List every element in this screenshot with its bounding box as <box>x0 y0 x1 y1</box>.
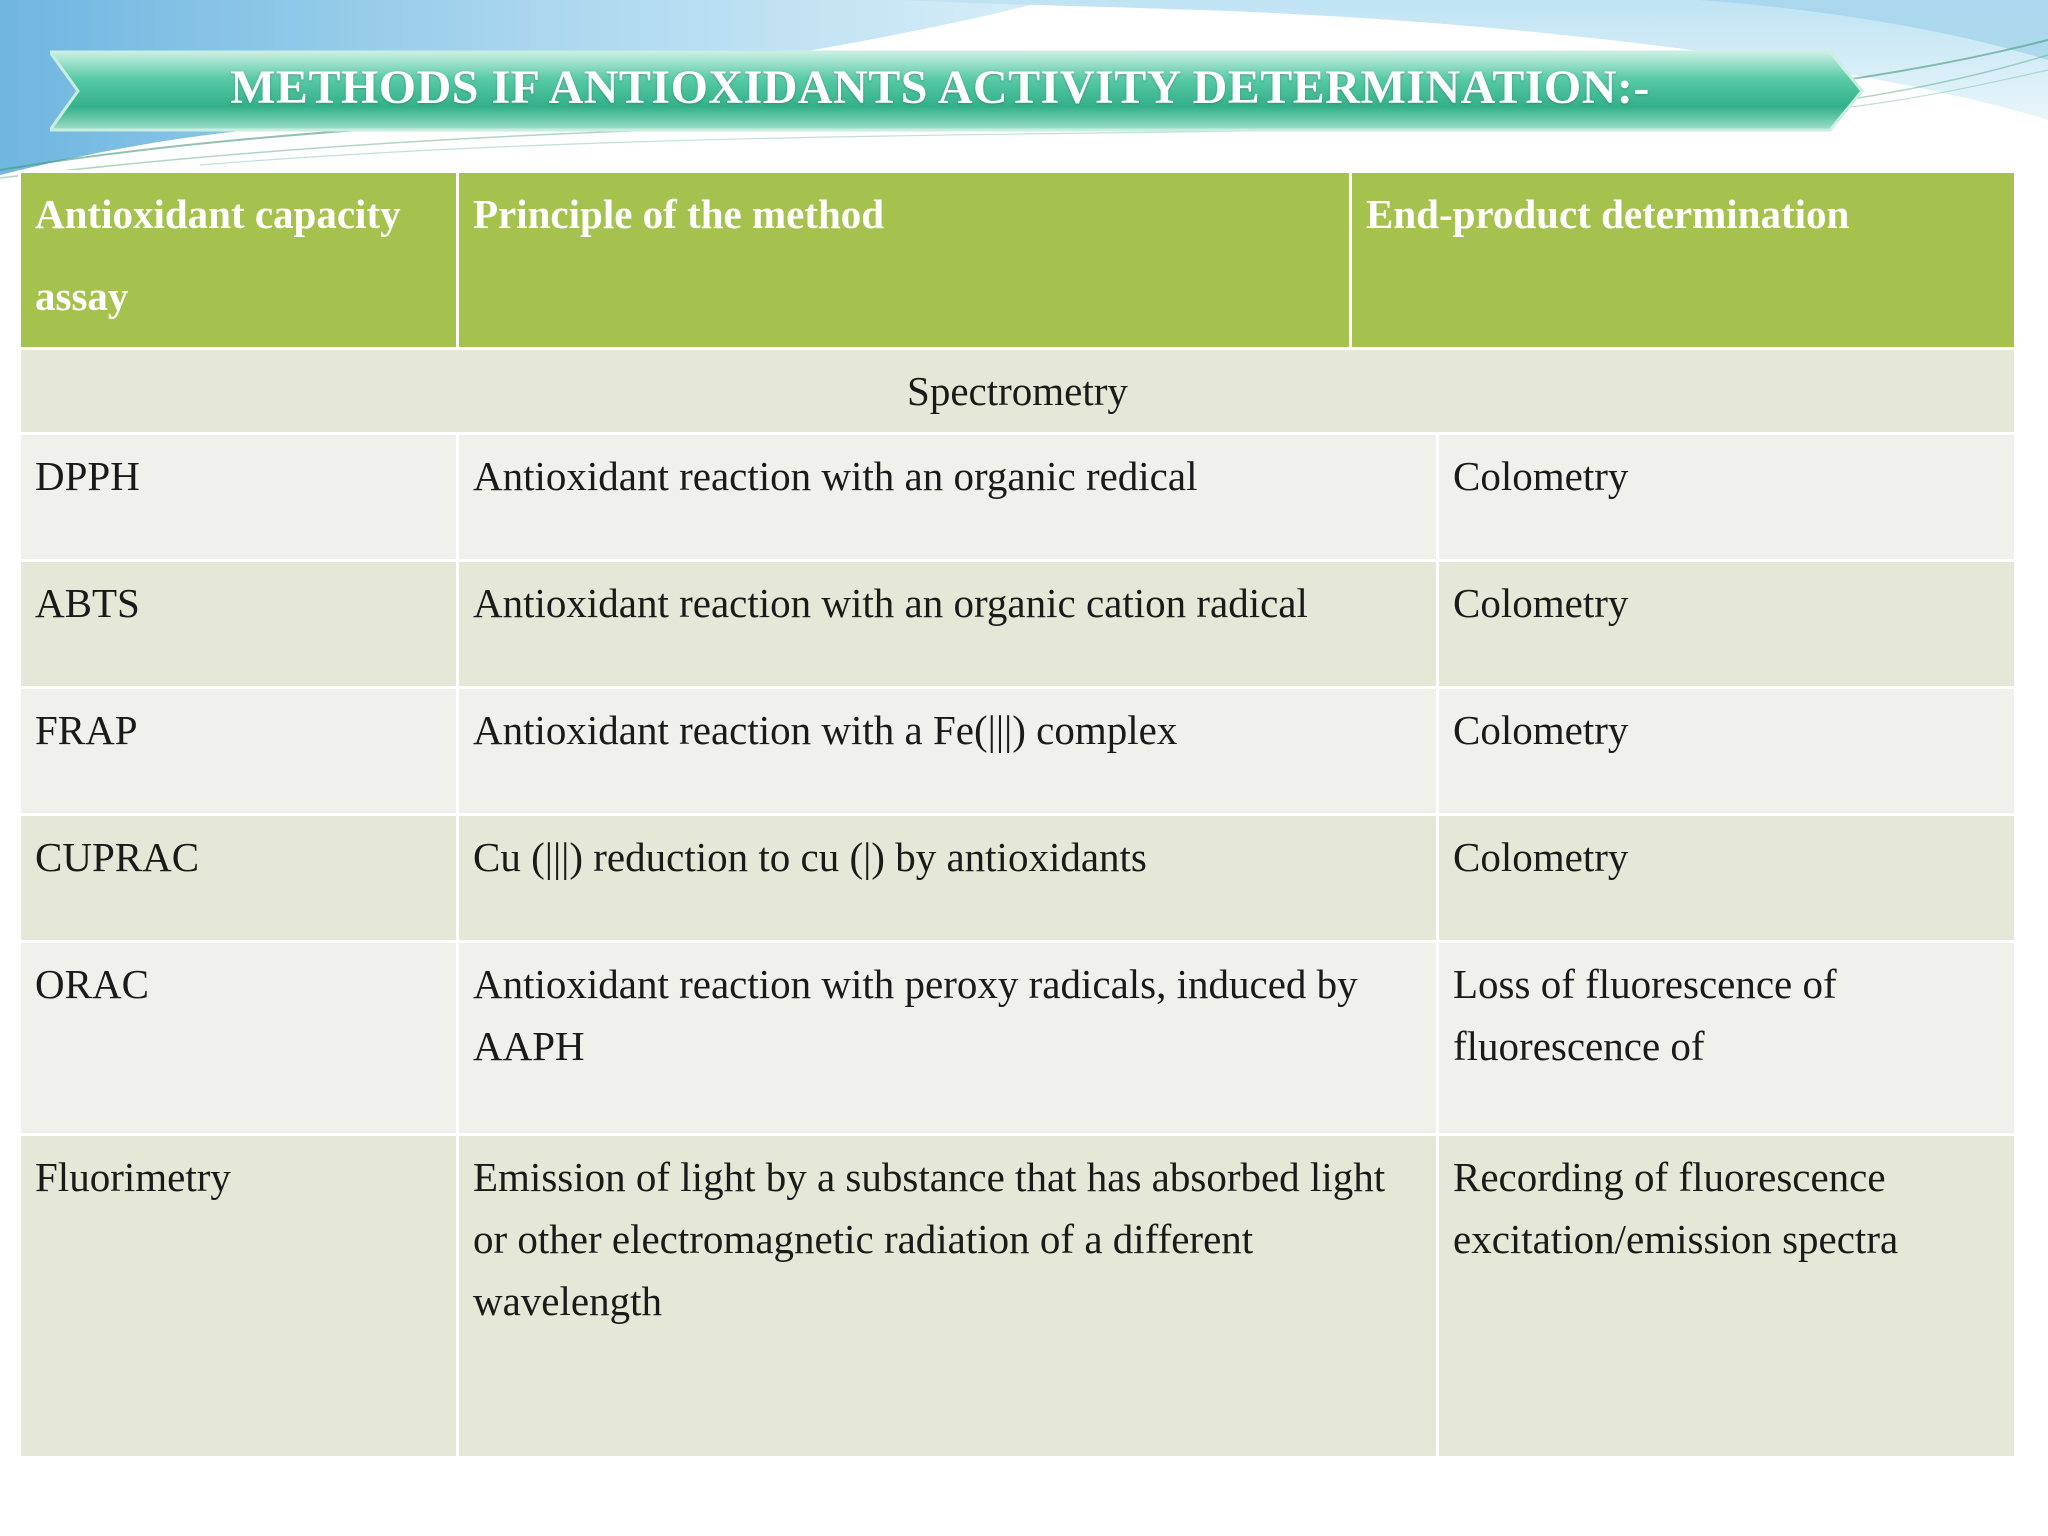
cell-principle: Antioxidant reaction with an organic cation radical <box>458 561 1438 688</box>
section-row <box>20 349 2016 434</box>
slide-title: METHODS IF ANTIOXIDANTS ACTIVITY DETERMINATION:- <box>230 61 1650 114</box>
cell-assay: CUPRAC <box>20 815 458 942</box>
cell-assay: ABTS <box>20 561 458 688</box>
cell-end-product: Colometry <box>1438 561 2016 688</box>
cell-end-product: Recording of fluorescence excitation/emission spectra <box>1438 1135 2016 1458</box>
header-principle: Principle of the method <box>458 172 1351 349</box>
header-end-product: End-product determination <box>1351 172 2016 349</box>
header-assay: Antioxidant capacity assay <box>20 172 458 349</box>
cell-assay: Fluorimetry <box>20 1135 458 1458</box>
cell-end-product: Colometry <box>1438 815 2016 942</box>
cell-principle: Antioxidant reaction with peroxy radicals, induced by AAPH <box>458 942 1438 1135</box>
table-row <box>20 561 2016 688</box>
cell-assay: ORAC <box>20 942 458 1135</box>
cell-principle: Antioxidant reaction with an organic redical <box>458 434 1438 561</box>
methods-table-container <box>18 170 2014 1459</box>
cell-end-product: Loss of fluorescence of fluorescence of <box>1438 942 2016 1135</box>
table-header-row <box>20 172 2016 349</box>
cell-principle: Emission of light by a substance that has absorbed light or other electromagnetic radiation of a different wavelength <box>458 1135 1438 1458</box>
table-row <box>20 1135 2016 1458</box>
cell-principle: Cu (|||) reduction to cu (|) by antioxidants <box>458 815 1438 942</box>
table-row <box>20 942 2016 1135</box>
methods-table <box>18 170 2017 1459</box>
table-row <box>20 815 2016 942</box>
cell-assay: DPPH <box>20 434 458 561</box>
section-label: Spectrometry <box>20 349 2016 434</box>
table-row <box>20 688 2016 815</box>
table-row <box>20 434 2016 561</box>
cell-end-product: Colometry <box>1438 688 2016 815</box>
cell-end-product: Colometry <box>1438 434 2016 561</box>
cell-principle: Antioxidant reaction with a Fe(|||) complex <box>458 688 1438 815</box>
cell-assay: FRAP <box>20 688 458 815</box>
